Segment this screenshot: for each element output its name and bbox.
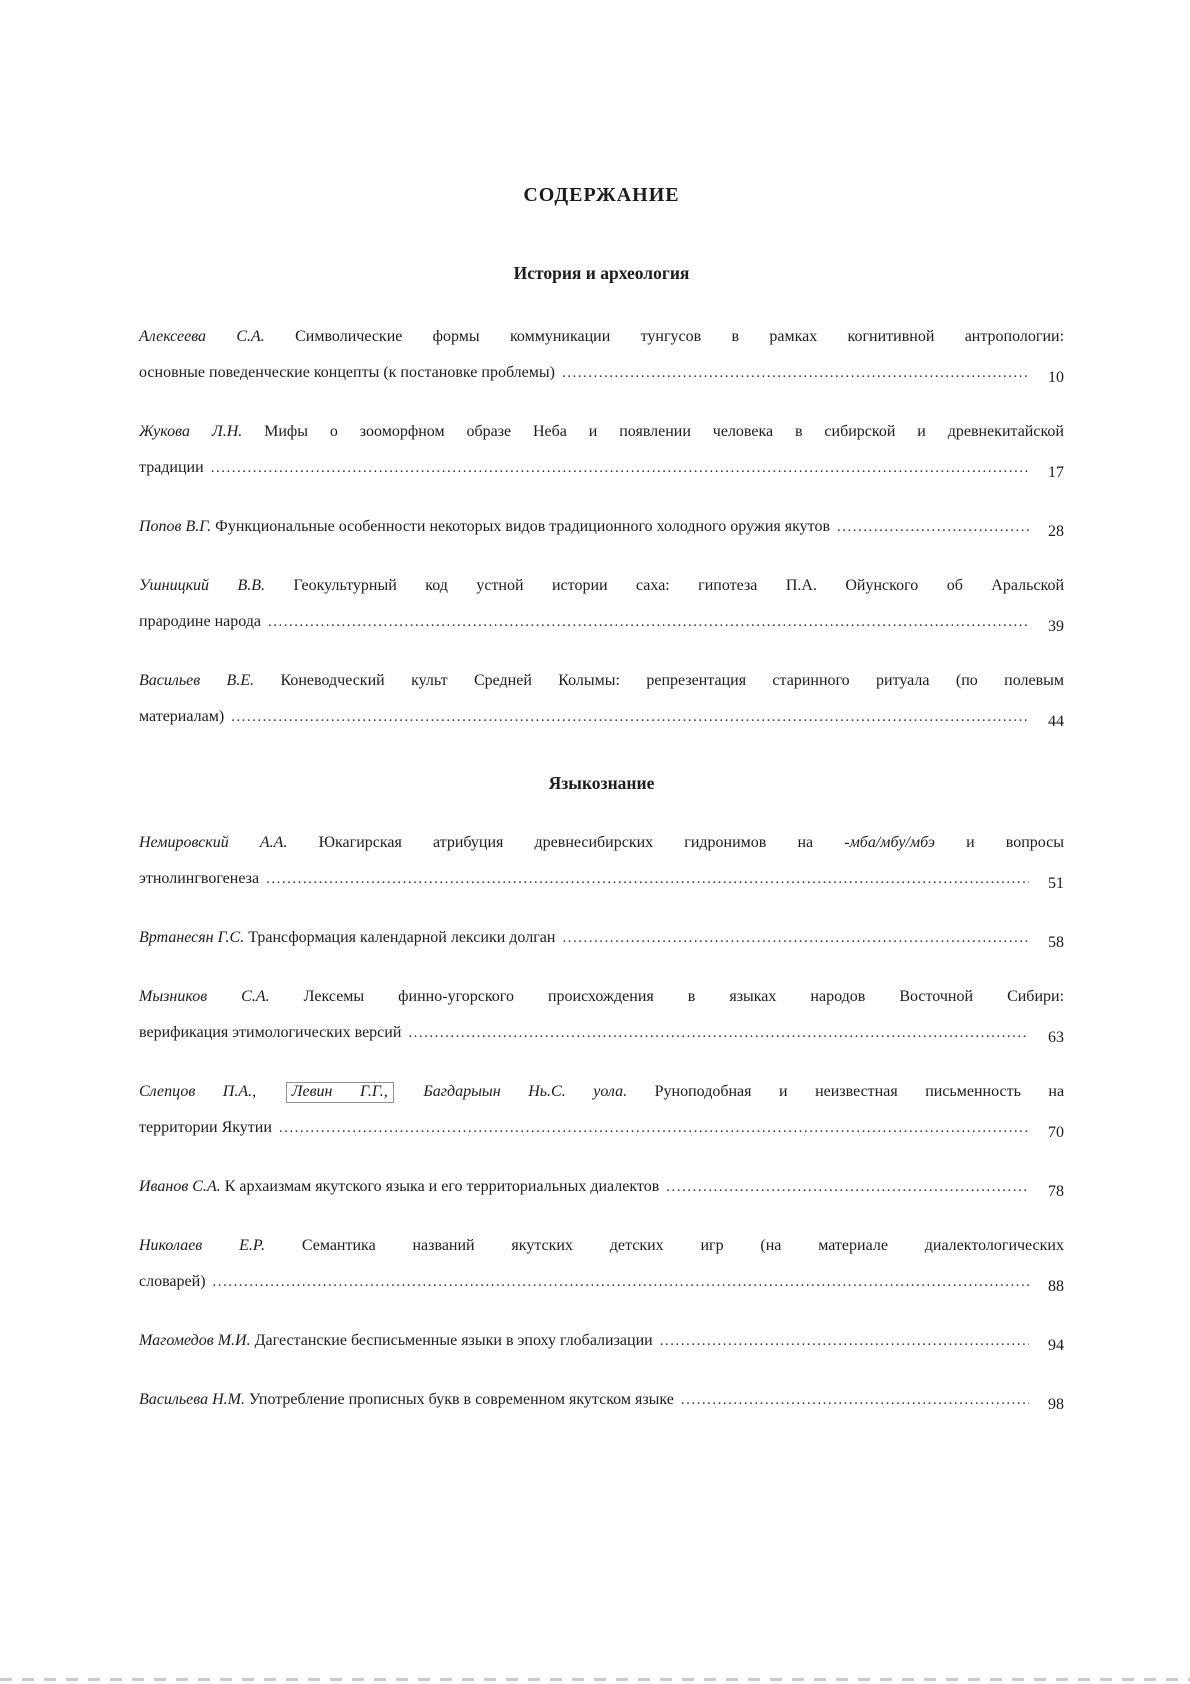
entry-last-line [139,920,1064,956]
entry-title-continuation: и вопросы [966,834,1065,851]
toc-entry [139,414,1064,486]
dot-leader [213,1264,1029,1300]
entry-title-start: Юкагирская атрибуция древнесибирских гидронимов на [318,834,814,851]
dot-leader [562,355,1029,391]
entry-authors: Магомедов М.И. [139,1332,251,1349]
toc-entry [139,319,1064,391]
entry-title-italic-term: -мба/мбу/мбэ [844,834,935,851]
entry-title-end: материалам) [139,708,225,725]
entry-authors: Иванов С.А. [139,1178,221,1195]
page-number: 58 [1048,934,1064,951]
entry-last-line [139,1015,1064,1051]
page-title: СОДЕРЖАНИЕ [523,184,680,206]
entry-first-line [139,663,1064,699]
section-heading-history: История и археология [513,263,690,283]
entry-first-line [139,568,1064,604]
entry-authors: Ушницкий В.В. [139,577,266,594]
page-number: 10 [1048,369,1064,386]
entry-last-line [139,450,1064,486]
page-number: 98 [1048,1396,1064,1413]
entry-authors-first: Слепцов П.А., [139,1083,257,1100]
toc-entry [139,1323,1064,1359]
entry-text [139,920,555,956]
toc-entry [139,509,1064,545]
entry-authors: Мызников С.А. [139,988,270,1005]
entry-authors: Жукова Л.Н. [139,423,243,440]
toc-content [139,0,1064,1441]
entry-title-start: Символические формы коммуникации тунгусов в рамках когнитивной антропологии: [295,328,1065,345]
entry-first-line [139,825,1064,861]
entry-authors-last: Багдарыын Нь.С. уола. [423,1083,628,1100]
entry-title: Дагестанские бесписьменные языки в эпоху глобализации [254,1332,653,1349]
entry-title-start: Руноподобная и неизвестная письменность на [654,1083,1065,1100]
entry-title-end: территории Якутии [139,1119,272,1136]
entry-title-start: Коневодческий культ Средней Колымы: репрезентация старинного ритуала (по полевым [280,672,1065,689]
dot-leader [211,450,1029,486]
dot-leader [279,1110,1029,1146]
page-number: 88 [1048,1278,1064,1295]
section-heading-linguistics: Языкознание [548,773,655,793]
entry-title: Употребление прописных букв в современном якутском языке [248,1391,674,1408]
entry-authors: Николаев Е.Р. [139,1237,266,1254]
entry-text [139,1169,659,1205]
entry-title-end: традиции [139,459,204,476]
entry-last-line [139,1264,1064,1300]
entry-title-end: словарей) [139,1273,206,1290]
page-number: 39 [1048,618,1064,635]
entry-title-end: прародине народа [139,613,262,630]
dot-leader [837,509,1029,545]
entry-text [139,1323,653,1359]
entry-last-line [139,1323,1064,1359]
page-number: 44 [1048,713,1064,730]
entry-authors: Алексеева С.А. [139,328,265,345]
entry-last-line [139,355,1064,391]
entry-text [139,509,830,545]
dot-leader [681,1382,1029,1418]
page-number: 94 [1048,1337,1064,1354]
dot-leader [268,604,1029,640]
entry-title-end: этнолингвогенеза [139,870,260,887]
toc-entry [139,1074,1064,1146]
dot-leader [666,1169,1029,1205]
dot-leader [562,920,1029,956]
toc-entry [139,663,1064,735]
entry-authors: Вртанесян Г.С. [139,929,245,946]
entry-title-end: верификация этимологических версий [139,1024,402,1041]
dot-leader [231,699,1029,735]
dot-leader [266,861,1029,897]
page-number: 70 [1048,1124,1064,1141]
entry-last-line [139,509,1064,545]
entry-last-line [139,1169,1064,1205]
entry-last-line [139,699,1064,735]
entry-first-line [139,319,1064,355]
entry-first-line [139,1228,1064,1264]
toc-entry [139,1382,1064,1418]
page-number: 63 [1048,1029,1064,1046]
toc-entry [139,568,1064,640]
entry-text [139,1382,674,1418]
page-number: 28 [1048,523,1064,540]
toc-entry [139,825,1064,897]
entry-last-line [139,1110,1064,1146]
entry-title: К архаизмам якутского языка и его территориальных диалектов [224,1178,660,1195]
toc-entry [139,1228,1064,1300]
entry-first-line [139,979,1064,1015]
entry-last-line [139,1382,1064,1418]
entry-title-start: Геокультурный код устной истории саха: гипотеза П.А. Ойунского об Аральской [293,577,1065,594]
dot-leader [660,1323,1029,1359]
entry-authors: Васильев В.Е. [139,672,255,689]
toc-entry [139,979,1064,1051]
entry-title: Трансформация календарной лексики долган [248,929,556,946]
scan-edge-artifact [0,1678,1190,1681]
toc-entry [139,920,1064,956]
dot-leader [408,1015,1029,1051]
entry-first-line [139,414,1064,450]
entry-first-line [139,1074,1064,1110]
page-number: 51 [1048,875,1064,892]
entry-title-start: Семантика названий якутских детских игр (на материале диалектологических [301,1237,1064,1254]
entry-authors: Васильева Н.М. [139,1391,245,1408]
page-number: 78 [1048,1183,1064,1200]
entry-authors: Попов В.Г. [139,518,212,535]
toc-entry [139,1169,1064,1205]
entry-last-line [139,861,1064,897]
entry-title: Функциональные особенности некоторых видов традиционного холодного оружия якутов [215,518,831,535]
entry-authors-deceased-box: Левин Г.Г., [286,1082,394,1103]
entry-last-line [139,604,1064,640]
entry-title-start: Лексемы финно-угорского происхождения в языках народов Восточной Сибири: [303,988,1065,1005]
page-number: 17 [1048,464,1064,481]
entry-title-start: Мифы о зооморфном образе Неба и появлении человека в сибирской и древнекитайской [264,423,1064,440]
entry-title-end: основные поведенческие концепты (к постановке проблемы) [139,364,555,381]
entry-authors: Немировский А.А. [139,834,288,851]
